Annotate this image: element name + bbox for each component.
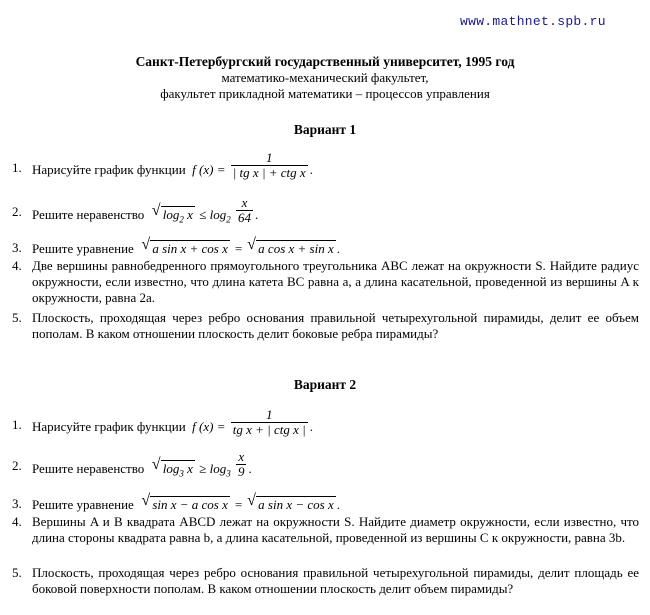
problem-text: Решите уравнение bbox=[32, 497, 134, 512]
sqrt-expression-right bbox=[247, 492, 336, 513]
sqrt-expression-left bbox=[141, 492, 230, 513]
sqrt-icon: √ bbox=[247, 492, 256, 509]
v1-problem-1 bbox=[12, 149, 639, 180]
v1-problem-3 bbox=[12, 236, 639, 257]
v1-problem-2 bbox=[12, 194, 639, 228]
fraction bbox=[236, 450, 247, 479]
problem-text: Плоскость, проходящая через ребро основания правильной четырехугольной пирамиды, делит ее объем пополам. В каком отношении плоскость делит боковые ребра пирамиды? bbox=[32, 310, 639, 341]
log-base: 3 bbox=[179, 468, 184, 479]
sqrt-expression bbox=[151, 202, 195, 228]
radicand: a sin x + cos x bbox=[152, 241, 228, 256]
period: . bbox=[336, 241, 340, 256]
v2-problem-5 bbox=[12, 565, 639, 597]
fraction bbox=[236, 196, 253, 225]
log-arg: x bbox=[183, 207, 193, 222]
v2-problem-2 bbox=[12, 448, 639, 482]
problem-text: Решите неравенство bbox=[32, 461, 145, 476]
variant-1-title: Вариант 1 bbox=[293, 122, 357, 137]
v2-problem-1 bbox=[12, 406, 639, 437]
log-base: 2 bbox=[226, 214, 231, 225]
problem-number: 3. bbox=[12, 240, 22, 255]
fraction-denominator: 9 bbox=[237, 463, 245, 479]
period: . bbox=[336, 497, 340, 512]
problem-number: 1. bbox=[12, 160, 22, 175]
v2-problem-4 bbox=[12, 514, 639, 546]
period: . bbox=[248, 461, 252, 476]
sqrt-expression bbox=[151, 456, 195, 482]
sqrt-icon: √ bbox=[141, 236, 151, 253]
problem-number: 4. bbox=[12, 258, 22, 273]
radicand: a sin x − cos x bbox=[258, 497, 334, 512]
problem-text: Нарисуйте график функции bbox=[32, 419, 186, 434]
fraction-numerator: x bbox=[238, 448, 245, 464]
v2-problem-3 bbox=[12, 492, 639, 513]
problem-number: 2. bbox=[12, 204, 22, 219]
radicand: sin x − a cos x bbox=[152, 497, 228, 512]
period: . bbox=[309, 419, 313, 434]
variant-2-title: Вариант 2 bbox=[293, 377, 357, 392]
problem-number: 5. bbox=[12, 310, 22, 325]
problem-text: Решите уравнение bbox=[32, 241, 134, 256]
log-base: 3 bbox=[226, 468, 231, 479]
problem-text: Две вершины равнобедренного прямоугольного треугольника ABC лежат на окружности S. Найдите радиус окружности, если известно, что длина катета BC равна a, а длина касательной, проведенной из вершины A к окружности, равна 2a. bbox=[32, 258, 639, 305]
log: log bbox=[162, 207, 180, 222]
university-title: Санкт-Петербургский государственный университет, 1995 год bbox=[135, 54, 515, 69]
fraction-numerator: x bbox=[241, 194, 248, 210]
problem-text: Плоскость, проходящая через ребро основания правильной четырехугольной пирамиды, делит площадь ее боковой поверхности пополам. В каком отношении плоскость делит объем пирамиды? bbox=[32, 565, 639, 596]
log-base: 2 bbox=[179, 214, 184, 225]
fraction bbox=[231, 408, 308, 437]
inequality: ≤ log bbox=[199, 207, 227, 222]
period: . bbox=[309, 162, 313, 177]
problem-text: Решите неравенство bbox=[32, 207, 145, 222]
site-url[interactable]: www.mathnet.spb.ru bbox=[460, 14, 606, 29]
problem-number: 1. bbox=[12, 417, 22, 432]
v1-problem-5 bbox=[12, 310, 639, 342]
sqrt-expression-left bbox=[141, 236, 230, 257]
fraction-numerator: 1 bbox=[265, 406, 273, 422]
fraction-numerator: 1 bbox=[265, 149, 273, 165]
equals: = bbox=[230, 241, 247, 256]
function-lhs: f (x) = bbox=[192, 162, 226, 177]
fraction-denominator: tg x + | ctg x | bbox=[232, 421, 306, 437]
equals: = bbox=[230, 497, 247, 512]
sqrt-expression-right bbox=[247, 236, 336, 257]
problem-text: Вершины A и B квадрата ABCD лежат на окружности S. Найдите диаметр окружности, если известно, что длина стороны квадрата равна b, а длина касательной, проведенной из вершины C к окружности, равна 3b. bbox=[32, 514, 639, 545]
sqrt-icon: √ bbox=[247, 236, 256, 253]
function-lhs: f (x) = bbox=[192, 419, 226, 434]
faculty-line-2: факультет прикладной математики – процессов управления bbox=[160, 86, 490, 101]
v1-problem-4 bbox=[12, 258, 639, 306]
problem-number: 2. bbox=[12, 458, 22, 473]
sqrt-icon: √ bbox=[141, 492, 151, 509]
radicand: a cos x + sin x bbox=[258, 241, 334, 256]
fraction-denominator: | tg x | + ctg x bbox=[232, 164, 306, 180]
fraction-denominator: 64 bbox=[237, 209, 251, 225]
inequality: ≥ log bbox=[199, 461, 227, 476]
sqrt-icon: √ bbox=[151, 456, 161, 473]
problem-number: 5. bbox=[12, 565, 22, 580]
fraction bbox=[231, 151, 308, 180]
period: . bbox=[254, 207, 259, 222]
log-arg: x bbox=[183, 461, 193, 476]
document-header bbox=[0, 54, 650, 102]
faculty-line-1: математико-механический факультет, bbox=[221, 70, 429, 85]
problem-text: Нарисуйте график функции bbox=[32, 162, 186, 177]
sqrt-icon: √ bbox=[151, 202, 161, 219]
problem-number: 4. bbox=[12, 514, 22, 529]
problem-number: 3. bbox=[12, 496, 22, 511]
log: log bbox=[162, 461, 180, 476]
